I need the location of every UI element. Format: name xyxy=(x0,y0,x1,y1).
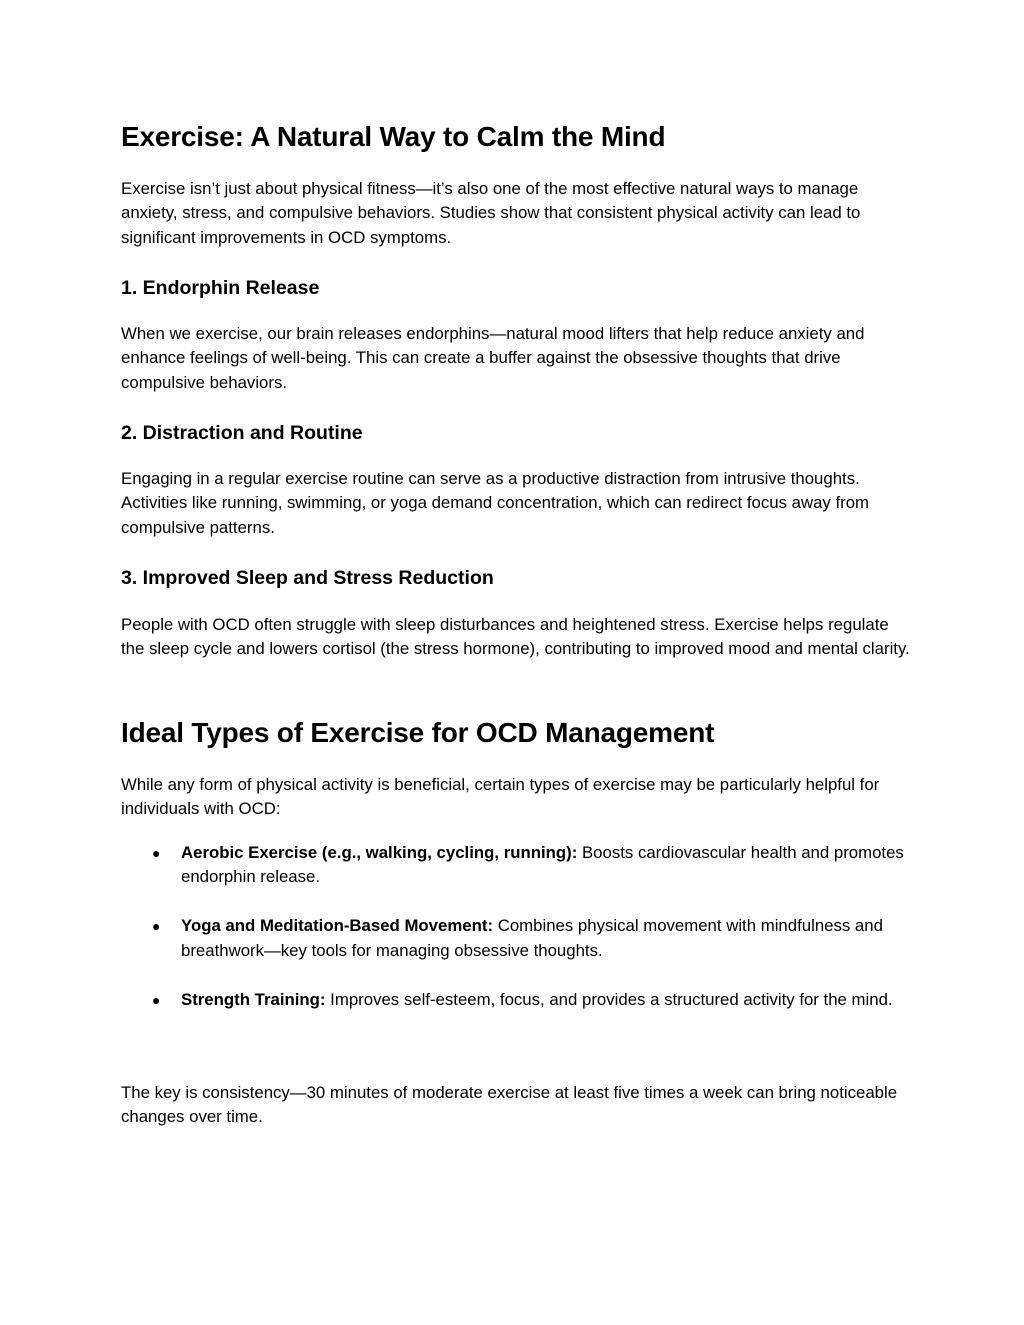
page-title: Exercise: A Natural Way to Calm the Mind xyxy=(121,121,666,152)
closing-paragraph: The key is consistency—30 minutes of moderate exercise at least five times a week can bring noticeable changes over time. xyxy=(121,1083,898,1127)
list-item-label: Strength Training: xyxy=(181,989,326,1009)
exercise-types-list xyxy=(121,841,911,1037)
bullet-icon: ● xyxy=(152,845,161,861)
list-item-text: Improves self-esteem, focus, and provides a structured activity for the mind. xyxy=(325,989,893,1009)
list-item-label: Yoga and Meditation-Based Movement: xyxy=(181,916,494,936)
paragraph-exercise-types: While any form of physical activity is beneficial, certain types of exercise may be particularly helpful for individuals with OCD: xyxy=(121,775,880,819)
list-item-text: Combines physical movement with mindfulness and breathwork—key tools for managing obsessive thoughts. xyxy=(181,916,883,960)
heading-sleep-stress: 3. Improved Sleep and Stress Reduction xyxy=(121,567,494,589)
paragraph-sleep-stress: People with OCD often struggle with sleep disturbances and heightened stress. Exercise helps regulate the sleep cycle and lowers cortisol (the stress hormone), contributing to improved mood and mental clarity. xyxy=(121,615,910,659)
paragraph-endorphin-release: When we exercise, our brain releases endorphins—natural mood lifters that help reduce anxiety and enhance feelings of well-being. This can create a buffer against the obsessive thoughts that drive compulsive behaviors. xyxy=(121,324,865,392)
heading-distraction-routine: 2. Distraction and Routine xyxy=(121,422,363,444)
list-item-label: Aerobic Exercise (e.g., walking, cycling, running): xyxy=(181,843,578,862)
list-item-text: Boosts cardiovascular health and promotes endorphin release. xyxy=(181,843,904,887)
intro-paragraph: Exercise isn’t just about physical fitness—it’s also one of the most effective natural ways to manage anxiety, stress, and compulsive behaviors. Studies show that consistent physical activity can lead to significant improvements in OCD symptoms. xyxy=(121,179,861,247)
list-item xyxy=(121,841,911,890)
bullet-icon: ● xyxy=(152,991,161,1008)
section-title-exercise-types: Ideal Types of Exercise for OCD Management xyxy=(121,717,715,748)
paragraph-distraction-routine: Engaging in a regular exercise routine can serve as a productive distraction from intrusive thoughts. Activities like running, swimming, or yoga demand concentration, which can redirect focus away from compulsive patterns. xyxy=(121,469,870,537)
heading-endorphin-release: 1. Endorphin Release xyxy=(121,277,320,299)
list-item xyxy=(121,988,911,1012)
list-item xyxy=(121,914,911,963)
bullet-icon: ● xyxy=(152,918,161,935)
